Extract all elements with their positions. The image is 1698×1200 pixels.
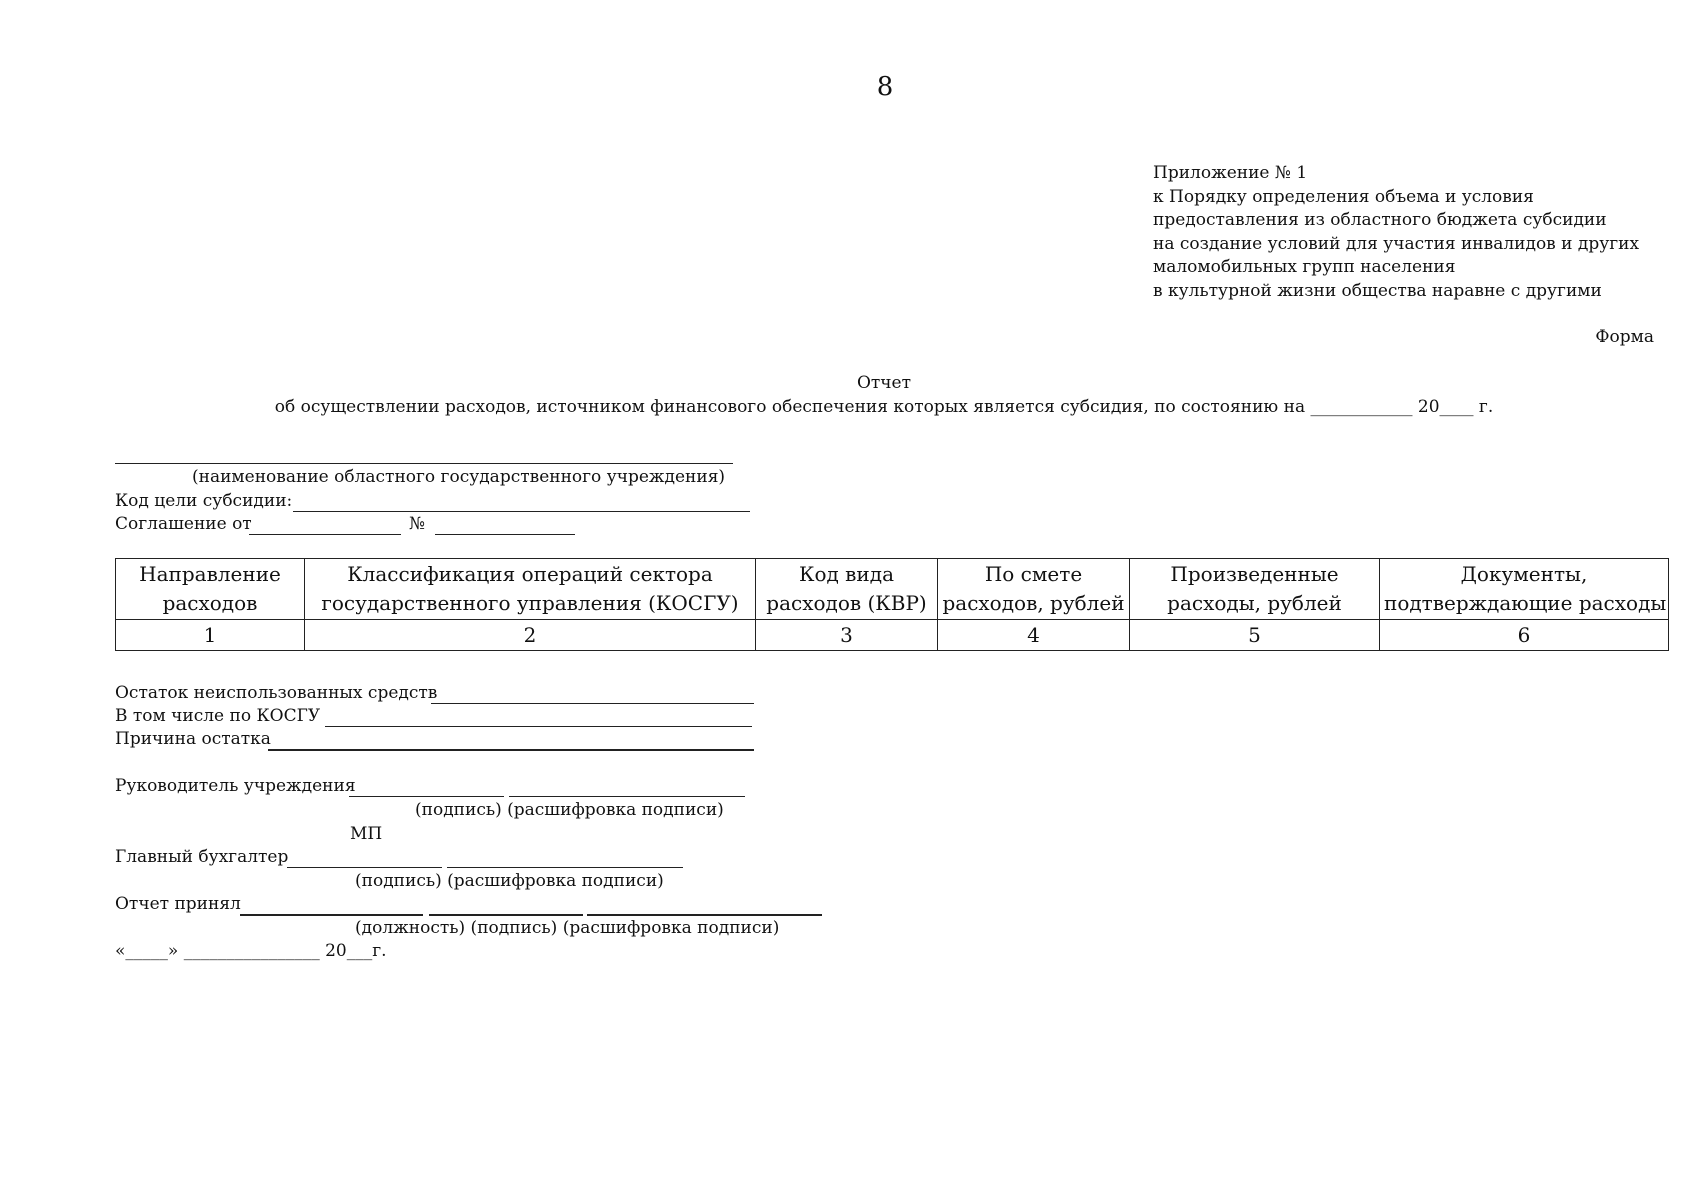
head-caption: (подпись) (расшифровка подписи): [415, 800, 724, 820]
date-line[interactable]: «_____» ________________ 20___г.: [115, 941, 387, 961]
accepted-label: Отчет принял: [115, 894, 241, 914]
column-header: По смете расходов, рублей: [938, 559, 1130, 620]
column-number: 2: [305, 620, 756, 651]
column-number: 1: [116, 620, 305, 651]
appendix-line: предоставления из областного бюджета субсидии: [1153, 210, 1607, 230]
institution-caption: (наименование областного государственного учреждения): [192, 467, 726, 487]
accountant-caption: (подпись) (расшифровка подписи): [355, 871, 664, 891]
column-header: Произведенные расходы, рублей: [1130, 559, 1380, 620]
report-title: Отчет: [856, 373, 912, 393]
accepted-position-field[interactable]: [240, 914, 423, 916]
column-header: Направление расходов: [116, 559, 305, 620]
appendix-line: Приложение № 1: [1153, 163, 1308, 183]
reason-field[interactable]: [268, 749, 754, 751]
column-number: 4: [938, 620, 1130, 651]
unused-funds-field[interactable]: [431, 703, 754, 704]
column-number: 3: [756, 620, 938, 651]
appendix-line: маломобильных групп населения: [1153, 257, 1456, 277]
subsidy-code-field[interactable]: [293, 511, 750, 512]
page-number: 8: [876, 72, 894, 102]
column-number: 5: [1130, 620, 1380, 651]
stamp-label: МП: [350, 824, 383, 844]
agreement-number-field[interactable]: [435, 534, 575, 535]
accepted-caption: (должность) (подпись) (расшифровка подписи): [355, 918, 780, 938]
appendix-line: в культурной жизни общества наравне с другими: [1153, 280, 1602, 301]
accountant-label: Главный бухгалтер: [115, 847, 289, 867]
head-label: Руководитель учреждения: [115, 776, 356, 796]
accepted-name-field[interactable]: [587, 914, 822, 916]
head-name-field[interactable]: [509, 796, 745, 797]
appendix-block: [1153, 162, 1639, 303]
appendix-line: на создание условий для участия инвалидов и других: [1153, 233, 1640, 254]
accountant-name-field[interactable]: [447, 867, 683, 868]
kosgu-field[interactable]: [325, 726, 752, 727]
column-header: Код вида расходов (КВР): [756, 559, 938, 620]
report-subtitle: об осуществлении расходов, источником финансового обеспечения которых является субсидия, по состоянию на ____________ 20____ г.: [274, 397, 1494, 417]
column-header: Документы, подтверждающие расходы: [1380, 559, 1669, 620]
agreement-date-field[interactable]: [249, 534, 401, 535]
institution-name-line[interactable]: [115, 463, 733, 464]
accountant-signature-field[interactable]: [287, 867, 442, 868]
agreement-label: Соглашение от: [115, 514, 252, 534]
subsidy-code-label: Код цели субсидии:: [115, 491, 293, 511]
reason-label: Причина остатка: [115, 729, 271, 749]
unused-funds-label: Остаток неиспользованных средств: [115, 683, 438, 703]
report-table: [115, 558, 1669, 651]
form-label: Форма: [1595, 327, 1654, 347]
appendix-line: к Порядку определения объема и условия: [1153, 186, 1534, 207]
accepted-signature-field[interactable]: [429, 914, 583, 916]
column-header: Классификация операций сектора государственного управления (КОСГУ): [305, 559, 756, 620]
head-signature-field[interactable]: [349, 796, 504, 797]
table-header-row: [116, 559, 1669, 620]
column-number: 6: [1380, 620, 1669, 651]
agreement-number-sign: №: [409, 514, 426, 534]
kosgu-label: В том числе по КОСГУ: [115, 706, 321, 726]
table-row: [116, 620, 1669, 651]
